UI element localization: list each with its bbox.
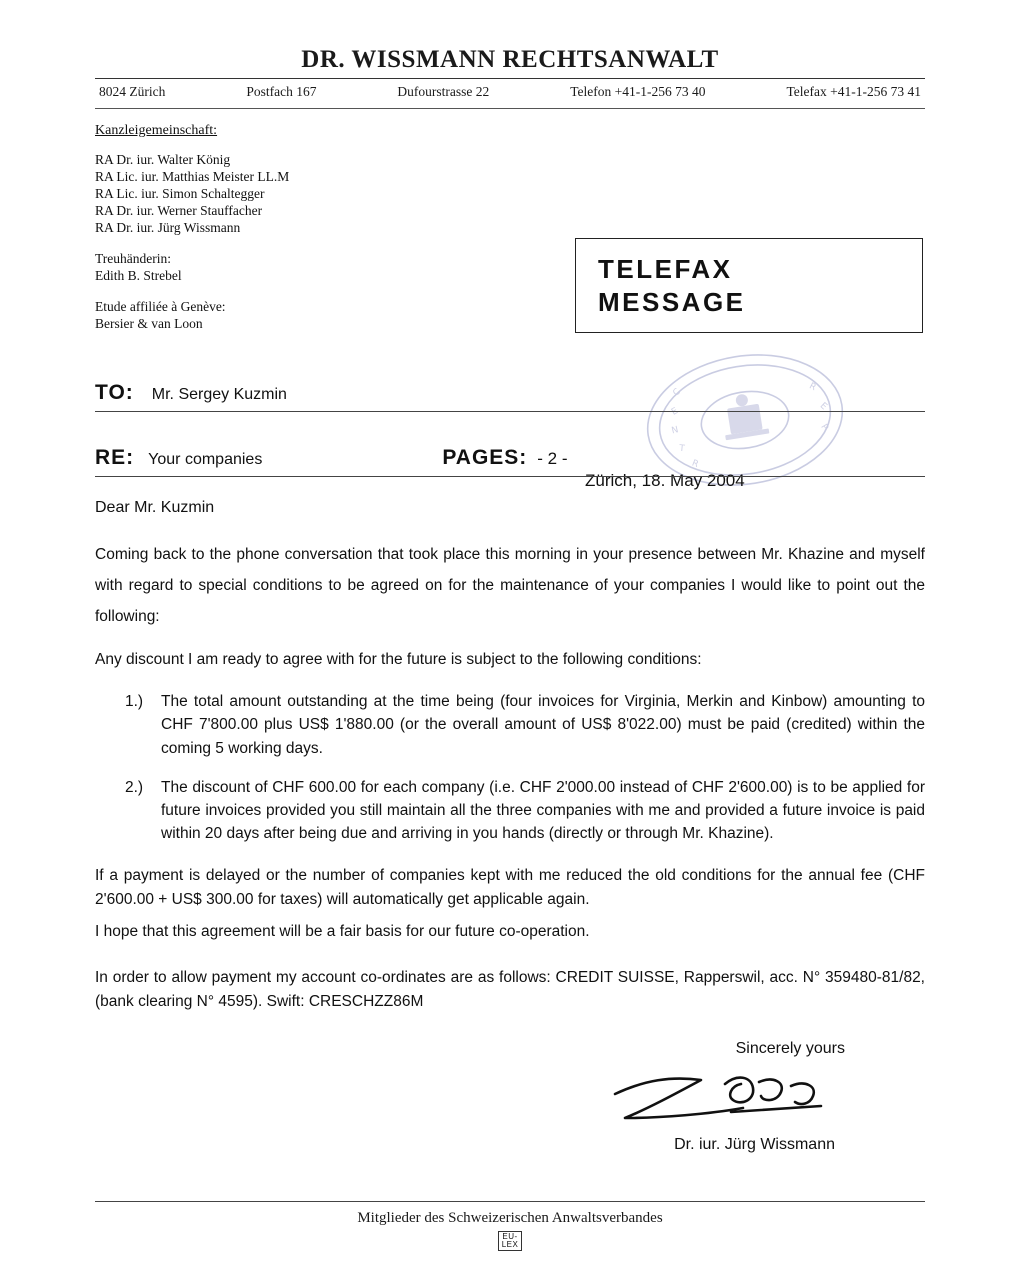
trustee-label: Treuhänderin:	[95, 251, 171, 266]
list-item	[125, 690, 925, 760]
affiliate-label: Etude affiliée à Genève:	[95, 299, 226, 314]
eulex-logo-line-1: EU-	[502, 1231, 518, 1241]
eulex-logo-line-2: LEX	[501, 1240, 519, 1249]
conditions-list	[95, 690, 925, 846]
letterhead-phone: Telefon +41-1-256 73 40	[570, 84, 706, 99]
svg-text:P: P	[818, 422, 830, 433]
svg-text:R: R	[690, 458, 700, 470]
eulex-logo-mark	[498, 1231, 523, 1252]
salutation: Dear Mr. Kuzmin	[95, 499, 215, 516]
date-line: Zürich, 18. May 2004	[585, 471, 745, 490]
letter-body	[95, 499, 925, 1014]
signature-name: Dr. iur. Jürg Wissmann	[674, 1135, 835, 1153]
letterhead-street: Dufourstrasse 22	[397, 84, 490, 99]
letter-footer	[95, 1201, 925, 1252]
pages-value: - 2 -	[537, 449, 568, 468]
svg-text:R: R	[807, 381, 818, 394]
svg-text:N: N	[670, 425, 680, 437]
list-item-text: The total amount outstanding at the time being (four invoices for Virginia, Merkin and Kinbow) amounting to CHF 7'800.00 plus US$ 1'880.00 (or the overall amount of US$ 8'022.00) must be paid (credited) within the coming 5 working days.	[161, 693, 925, 757]
footer-divider	[95, 1201, 925, 1202]
list-item	[125, 776, 925, 846]
kanzleigemeinschaft-label: Kanzleigemeinschaft:	[95, 123, 218, 138]
scanned-letter	[95, 30, 925, 1260]
lawyer-name: RA Lic. iur. Matthias Meister LL.M	[95, 169, 290, 184]
pages-label: PAGES:	[442, 446, 528, 469]
list-item-number: 2.)	[125, 778, 144, 796]
body-paragraph-5: In order to allow payment my account co-ordinates are as follows: CREDIT SUISSE, Rapperswil, acc. N° 359480-81/82, (bank clearing N° 4595). Swift: CRESCHZZ86M	[95, 968, 925, 1010]
handwritten-signature-icon	[605, 1060, 845, 1132]
list-item-number: 1.)	[125, 693, 144, 711]
lawyers-group	[95, 151, 925, 236]
eulex-logo	[95, 1231, 925, 1252]
body-paragraph-1: Coming back to the phone conversation that took place this morning in your presence between Mr. Khazine and myself with regard to special conditions to be agreed on for the maintenance of your companies I would like to point out the following:	[95, 546, 925, 625]
lawyer-name: RA Dr. iur. Werner Stauffacher	[95, 203, 263, 218]
to-underline	[95, 411, 925, 412]
lawyer-name: RA Dr. iur. Walter König	[95, 152, 231, 167]
letterhead-pobox: Postfach 167	[246, 84, 317, 99]
letterhead-fax: Telefax +41-1-256 73 41	[786, 84, 921, 99]
svg-text:C: C	[671, 387, 683, 399]
telefax-line-2: MESSAGE	[598, 286, 746, 317]
letterhead-contact-row	[95, 79, 925, 104]
body-paragraph-3: If a payment is delayed or the number of companies kept with me reduced the old conditions for the annual fee (CHF 2'600.00 + US$ 300.00 for taxes) will automatically get applicable again.	[95, 866, 925, 908]
to-value: Mr. Sergey Kuzmin	[151, 386, 287, 403]
firm-name: DR. WISSMANN RECHTSANWALT	[301, 46, 719, 73]
affiliate-name: Bersier & van Loon	[95, 316, 203, 331]
footer-text: Mitglieder des Schweizerischen Anwaltsverbandes	[357, 1209, 663, 1226]
svg-text:E: E	[669, 406, 680, 418]
svg-text:T: T	[678, 443, 686, 455]
lawyer-name: RA Lic. iur. Simon Schaltegger	[95, 186, 265, 201]
closing-line: Sincerely yours	[735, 1039, 845, 1057]
header-divider-2	[95, 108, 925, 109]
to-label: TO:	[95, 381, 134, 404]
re-label: RE:	[95, 446, 135, 469]
list-item-text: The discount of CHF 600.00 for each company (i.e. CHF 2'000.00 instead of CHF 2'600.00) is to be applied for future invoices provided you still maintain all the three companies with me and provided a future invoice is paid within 20 days after being due and arriving in you hands (directly or through Mr. Khazine).	[161, 778, 925, 843]
trustee-name: Edith B. Strebel	[95, 268, 182, 283]
to-field-row	[95, 381, 925, 412]
re-underline	[95, 476, 925, 477]
telefax-message-box	[575, 238, 923, 333]
letterhead-address: 8024 Zürich	[99, 84, 166, 99]
re-value: Your companies	[148, 451, 263, 468]
re-pages-row	[95, 443, 925, 477]
telefax-line-1: TELEFAX	[598, 254, 733, 284]
body-paragraph-2: Any discount I am ready to agree with for the future is subject to the following conditions:	[95, 651, 702, 668]
signature-block	[95, 1040, 925, 1154]
svg-text:E: E	[817, 401, 829, 413]
lawyer-name: RA Dr. iur. Jürg Wissmann	[95, 220, 241, 235]
body-paragraph-4: I hope that this agreement will be a fair basis for our future co-operation.	[95, 922, 590, 940]
